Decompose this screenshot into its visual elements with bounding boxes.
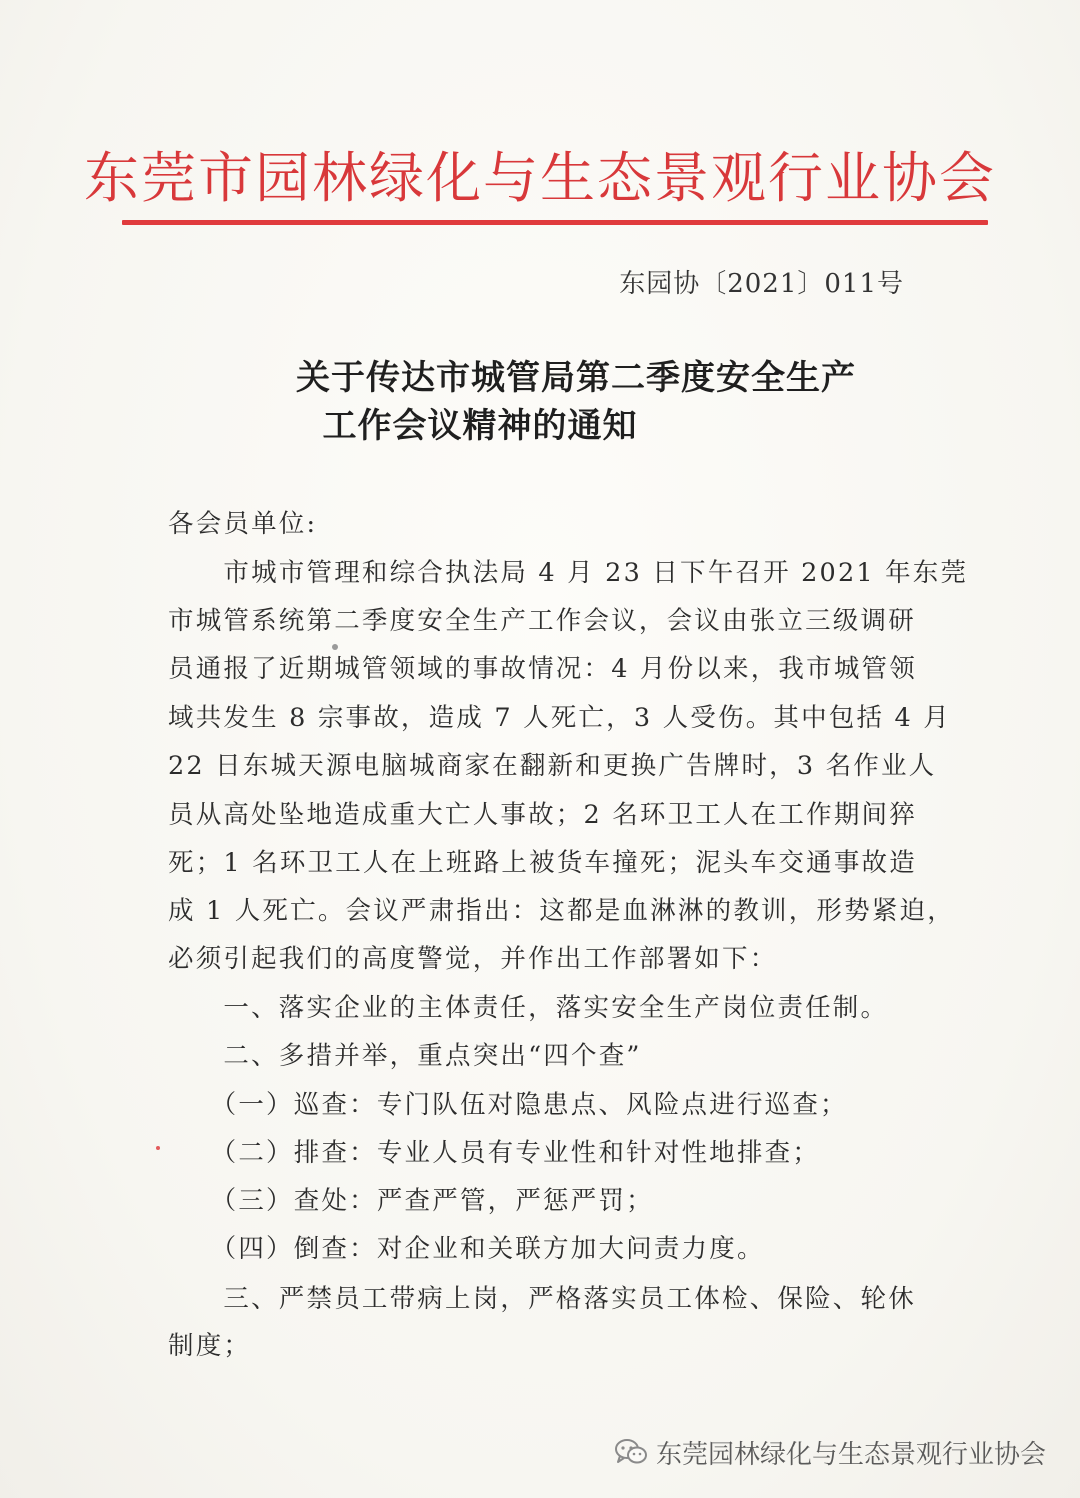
salutation: 各会员单位: bbox=[168, 509, 318, 539]
body-line: 死；1 名环卫工人在上班路上被货车撞死；泥头车交通事故造 bbox=[168, 848, 917, 878]
body-line: 成 1 人死亡。会议严肃指出：这都是血淋淋的教训，形势紧迫， bbox=[168, 896, 955, 926]
body-line: （四）倒查：对企业和关联方加大问责力度。 bbox=[168, 1234, 765, 1264]
body-line: 员通报了近期城管领域的事故情况：4 月份以来，我市城管领 bbox=[168, 654, 917, 684]
grey-speck bbox=[332, 644, 338, 650]
body-line: 三、严禁员工带病上岗，严格落实员工体检、保险、轮休 bbox=[168, 1284, 916, 1314]
body-line: （三）查处：严查严管，严惩严罚； bbox=[168, 1186, 654, 1216]
body-line: 必须引起我们的高度警觉，并作出工作部署如下： bbox=[168, 944, 778, 974]
red-divider bbox=[122, 220, 988, 225]
body-line: 市城市管理和综合执法局 4 月 23 日下午召开 2021 年东莞 bbox=[168, 558, 969, 588]
body-line: 二、多措并举，重点突出“四个查” bbox=[168, 1041, 642, 1071]
red-speck bbox=[156, 1146, 160, 1150]
document-number: 东园协〔2021〕011号 bbox=[619, 269, 904, 299]
body-line: 员从高处坠地造成重大亡人事故；2 名环卫工人在工作期间猝 bbox=[168, 800, 917, 830]
body-line: 22 日东城天源电脑城商家在翻新和更换广告牌时，3 名作业人 bbox=[168, 751, 937, 781]
wechat-icon bbox=[614, 1437, 648, 1467]
body-line: 市城管系统第二季度安全生产工作会议，会议由张立三级调研 bbox=[168, 606, 916, 636]
body-line: 域共发生 8 宗事故，造成 7 人死亡，3 人受伤。其中包括 4 月 bbox=[168, 703, 951, 733]
organization-header: 东莞市园林绿化与生态景观行业协会 bbox=[83, 146, 996, 210]
document-title-line-1: 关于传达市城管局第二季度安全生产 bbox=[296, 358, 856, 398]
body-line: （一）巡查：专门队伍对隐患点、风险点进行巡查； bbox=[168, 1090, 848, 1120]
body-line: 一、落实企业的主体责任，落实安全生产岗位责任制。 bbox=[168, 993, 889, 1023]
document-title-line-2: 工作会议精神的通知 bbox=[322, 406, 638, 446]
body-line: （二）排查：专业人员有专业性和针对性地排查； bbox=[168, 1138, 821, 1168]
wechat-watermark bbox=[614, 1428, 1046, 1476]
body-line: 制度； bbox=[168, 1331, 252, 1361]
watermark-text: 东莞园林绿化与生态景观行业协会 bbox=[655, 1439, 1046, 1470]
